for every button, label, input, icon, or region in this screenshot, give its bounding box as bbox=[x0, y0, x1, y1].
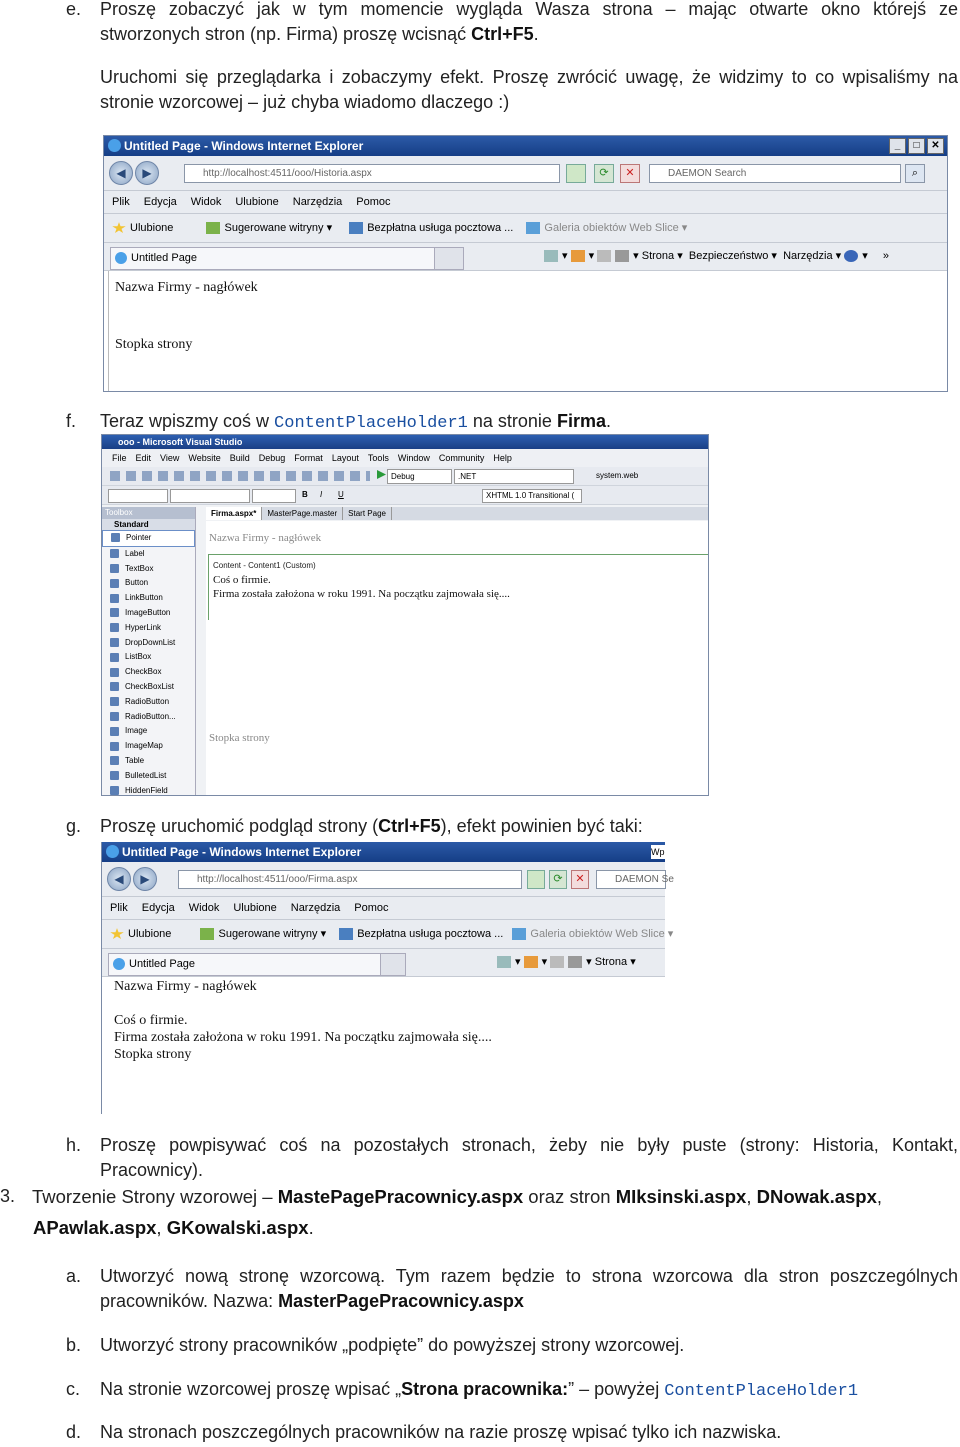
content-region[interactable] bbox=[208, 554, 708, 620]
compat-icon[interactable] bbox=[527, 870, 545, 889]
block-format-select[interactable] bbox=[108, 489, 168, 503]
menu-narzedzia[interactable]: Narzędzia bbox=[290, 902, 341, 914]
tab-bar bbox=[102, 949, 665, 977]
toolbox-item[interactable]: RadioButton... bbox=[102, 710, 195, 725]
pointer-icon bbox=[111, 533, 120, 542]
vs-format-toolbar bbox=[102, 486, 708, 505]
feeds-icon[interactable] bbox=[571, 250, 585, 262]
page-icon bbox=[113, 958, 125, 970]
menu-ulubione[interactable]: Ulubione bbox=[233, 902, 277, 914]
italic-button[interactable]: I bbox=[320, 490, 323, 499]
web-slice-gallery-link[interactable]: Galeria obiektów Web Slice ▾ bbox=[530, 928, 674, 940]
tab-masterpage-master[interactable]: MasterPage.master bbox=[262, 507, 343, 520]
button-icon bbox=[110, 579, 119, 588]
item-label-b: b. bbox=[66, 1335, 82, 1355]
table-icon bbox=[110, 756, 119, 765]
stop-icon[interactable]: ✕ bbox=[571, 870, 589, 889]
item-label-d: d. bbox=[66, 1422, 82, 1442]
checkboxlist-icon bbox=[110, 682, 119, 691]
dropdownlist-icon bbox=[110, 638, 119, 647]
favorites-button[interactable]: Ulubione bbox=[128, 928, 172, 940]
menu-widok[interactable]: Widok bbox=[190, 196, 222, 208]
textbox-icon bbox=[110, 564, 119, 573]
refresh-icon[interactable]: ⟳ bbox=[549, 870, 567, 889]
toolbox-item[interactable]: Label bbox=[102, 547, 195, 562]
vs-menu-debug[interactable]: Debug bbox=[258, 453, 286, 463]
back-icon[interactable]: ◀ bbox=[109, 161, 133, 185]
toolbox-item[interactable]: Image bbox=[102, 724, 195, 739]
search-input[interactable]: DAEMON Se bbox=[596, 870, 666, 889]
listbox-icon bbox=[110, 653, 119, 662]
web-slice-icon bbox=[526, 222, 540, 234]
toolbox-item[interactable]: Button bbox=[102, 576, 195, 591]
hyperlink-icon bbox=[110, 623, 119, 632]
page-line2: Firma została założona w roku 1991. Na początku zajmowała się.... bbox=[114, 1030, 492, 1045]
toolbox-item[interactable]: CheckBoxList bbox=[102, 680, 195, 695]
window-title: Untitled Page - Windows Internet Explorer _ □ ✕ bbox=[104, 136, 947, 156]
item-d-text: Na stronach poszczególnych pracowników na razie proszę wpisać tylko ich nazwiska. bbox=[100, 1422, 782, 1442]
menu-pomoc[interactable]: Pomoc bbox=[354, 902, 389, 914]
vs-menu-website[interactable]: Website bbox=[188, 453, 221, 463]
toolbox-item[interactable]: RadioButton bbox=[102, 695, 195, 710]
item-label-e: e. bbox=[66, 0, 82, 19]
vs-standard-toolbar bbox=[102, 467, 708, 486]
command-bar: ▾ ▾ ▾ Strona ▾ bbox=[497, 955, 636, 969]
refresh-icon[interactable]: ⟳ bbox=[594, 164, 614, 183]
item-label-c: c. bbox=[66, 1379, 81, 1399]
menu-plik[interactable]: Plik bbox=[110, 902, 128, 914]
help-icon[interactable] bbox=[844, 250, 858, 262]
item-e-line2: stworzonych stron (np. Firma) proszę wcisnąć Ctrl+F5. bbox=[100, 24, 539, 44]
favorites-button[interactable]: Ulubione bbox=[130, 222, 174, 234]
item-g-text: Proszę uruchomić podgląd strony (Ctrl+F5), efekt powinien być taki: bbox=[100, 816, 643, 836]
imagebutton-icon bbox=[110, 608, 119, 617]
content-region-label: Content - Content1 (Custom) bbox=[213, 561, 316, 570]
chevron-more-icon[interactable]: » bbox=[882, 250, 889, 262]
ie-icon bbox=[108, 139, 121, 152]
vs-menu-file[interactable]: File bbox=[112, 453, 127, 463]
item-a-line2: pracowników. Nazwa: MasterPagePracownicy.aspx bbox=[100, 1291, 524, 1311]
underline-button[interactable]: U bbox=[338, 490, 344, 499]
favorites-bar bbox=[102, 920, 674, 949]
radiobutton-icon bbox=[110, 697, 119, 706]
tab-bar bbox=[104, 243, 947, 271]
search-input[interactable]: DAEMON Search bbox=[649, 164, 901, 183]
item-c-text: Na stronie wzorcowej proszę wpisać „Strona pracownika:” – powyżej ContentPlaceHolder1 bbox=[100, 1379, 859, 1401]
free-mail-link[interactable]: Bezpłatna usługa pocztowa ... bbox=[367, 222, 514, 234]
target-text: system.web bbox=[596, 471, 639, 480]
suggested-sites-link[interactable]: Sugerowane witryny ▾ bbox=[218, 928, 327, 940]
address-bar bbox=[102, 862, 674, 897]
item-label-f: f. bbox=[66, 411, 77, 431]
menu-bar bbox=[104, 191, 947, 214]
page-content bbox=[108, 271, 947, 391]
vs-title-bar: ooo - Microsoft Visual Studio bbox=[102, 435, 708, 449]
url-input[interactable]: http://localhost:4511/ooo/Historia.aspx bbox=[184, 164, 560, 183]
vs-menu-window[interactable]: Window bbox=[397, 453, 430, 463]
toolbox-item[interactable]: ImageButton bbox=[102, 606, 195, 621]
section-3-heading-line2: APawlak.aspx, GKowalski.aspx. bbox=[33, 1217, 314, 1238]
address-bar bbox=[104, 156, 947, 191]
content-line2: Firma została założona w roku 1991. Na początku zajmowała się.... bbox=[213, 588, 510, 600]
menu-widok[interactable]: Widok bbox=[188, 902, 220, 914]
item-a-line1: Utworzyć nową stronę wzorcową. Tym razem będzie to strona wzorcowa dla stron poszczególnych bbox=[100, 1266, 958, 1286]
new-tab-button[interactable] bbox=[434, 247, 464, 270]
item-e-line1: Proszę zobaczyć jak w tym momencie wygląda Wasza strona – mając otwarte okno którejś ze bbox=[100, 0, 958, 19]
toolbox-category-standard[interactable]: Standard bbox=[102, 519, 195, 530]
item-label-h: h. bbox=[66, 1135, 82, 1155]
ie-screenshot-historia bbox=[103, 135, 948, 392]
item-label-a: a. bbox=[66, 1266, 82, 1286]
item-e-line4: stronie wzorcowej – już chyba wiadomo dlaczego :) bbox=[100, 92, 510, 112]
toolbox-item[interactable]: HyperLink bbox=[102, 621, 195, 636]
bold-button[interactable]: B bbox=[302, 490, 308, 499]
item-e-line3: Uruchomi się przeglądarka i zobaczymy efekt. Proszę zwrócić uwagę, że widzimy to co wpisaliśmy na bbox=[100, 67, 958, 87]
vs-menu-view[interactable]: View bbox=[160, 453, 180, 463]
toolbox-item[interactable]: HiddenField bbox=[102, 784, 195, 799]
url-input[interactable]: http://localhost:4511/ooo/Firma.aspx bbox=[178, 870, 522, 889]
bulletedlist-icon bbox=[110, 771, 119, 780]
vs-menu-edit[interactable]: Edit bbox=[135, 453, 152, 463]
vs-menu-build[interactable]: Build bbox=[229, 453, 250, 463]
suggested-sites-icon bbox=[206, 222, 220, 234]
favorites-bar bbox=[104, 214, 947, 243]
menu-edycja[interactable]: Edycja bbox=[141, 902, 175, 914]
menu-plik[interactable]: Plik bbox=[112, 196, 130, 208]
checkbox-icon bbox=[110, 668, 119, 677]
item-h-line1: Proszę powpisywać coś na pozostałych stronach, żeby nie były puste (strony: Historia, Kontakt, bbox=[100, 1135, 958, 1155]
design-surface bbox=[206, 521, 708, 795]
forward-icon[interactable]: ▶ bbox=[133, 867, 157, 891]
forward-icon[interactable]: ▶ bbox=[135, 161, 159, 185]
content-line1: Coś o firmie. bbox=[213, 574, 271, 586]
command-bar: ▾ ▾ ▾ Strona ▾ Bezpieczeństwo ▾ Narzędzia ▾ ▾ » bbox=[544, 249, 889, 263]
ie-screenshot-firma bbox=[101, 842, 674, 1114]
search-icon[interactable]: ⌕ bbox=[905, 164, 925, 183]
vs-menu-help[interactable]: Help bbox=[493, 453, 512, 463]
label-icon bbox=[110, 549, 119, 558]
menu-narzedzia-cmd[interactable]: Narzędzia ▾ bbox=[783, 250, 842, 262]
favorites-star-icon bbox=[112, 222, 126, 234]
radiobuttonlist-icon bbox=[110, 712, 119, 721]
linkbutton-icon bbox=[110, 594, 119, 603]
tab-untitled-page[interactable]: Untitled Page bbox=[108, 953, 400, 976]
menu-pomoc[interactable]: Pomoc bbox=[356, 196, 391, 208]
menu-strona[interactable]: Strona ▾ bbox=[594, 956, 636, 968]
item-f-text: Teraz wpiszmy coś w ContentPlaceHolder1 na stronie Firma. bbox=[100, 411, 611, 433]
page-content bbox=[102, 977, 665, 1114]
toolbox-panel bbox=[102, 507, 196, 795]
menu-ulubione[interactable]: Ulubione bbox=[235, 196, 279, 208]
read-mail-icon[interactable] bbox=[550, 956, 564, 968]
web-slice-icon bbox=[512, 928, 526, 940]
print-icon[interactable] bbox=[568, 956, 582, 968]
mail-icon bbox=[339, 928, 353, 940]
doctype-select[interactable]: XHTML 1.0 Transitional ( bbox=[482, 489, 582, 503]
compat-icon[interactable] bbox=[566, 164, 586, 183]
suggested-sites-link[interactable]: Sugerowane witryny ▾ bbox=[224, 222, 333, 234]
item-b-text: Utworzyć strony pracowników „podpięte” do powyższej strony wzorcowej. bbox=[100, 1335, 685, 1355]
toolbox-title: Toolbox bbox=[102, 507, 195, 519]
maximize-icon[interactable]: □ bbox=[908, 138, 925, 154]
item-label-g: g. bbox=[66, 816, 82, 836]
hiddenfield-icon bbox=[110, 786, 119, 795]
item-h-line2: Pracownicy). bbox=[100, 1160, 204, 1180]
section-3-heading: Tworzenie Strony wzorowej – MastePagePracownicy.aspx oraz stron MIksinski.aspx, DNowak.aspx, bbox=[32, 1186, 883, 1207]
toolbox-item[interactable]: LinkButton bbox=[102, 591, 195, 606]
read-mail-icon[interactable] bbox=[597, 250, 611, 262]
vs-screenshot-firma bbox=[101, 434, 709, 796]
menu-bar bbox=[102, 897, 665, 920]
toolbox-item[interactable]: ImageMap bbox=[102, 739, 195, 754]
master-footer-text: Stopka strony bbox=[209, 732, 270, 744]
page-header-text: Nazwa Firmy - nagłówek bbox=[114, 979, 257, 994]
suggested-sites-icon bbox=[200, 928, 214, 940]
config-select[interactable]: Debug bbox=[387, 469, 452, 484]
vs-menu-community[interactable]: Community bbox=[438, 453, 485, 463]
vs-menu-layout[interactable]: Layout bbox=[331, 453, 359, 463]
menu-strona[interactable]: Strona ▾ bbox=[641, 250, 683, 262]
document-tabs bbox=[206, 507, 708, 520]
free-mail-link[interactable]: Bezpłatna usługa pocztowa ... bbox=[357, 928, 504, 940]
vs-menu-tools[interactable]: Tools bbox=[367, 453, 389, 463]
web-slice-gallery-link[interactable]: Galeria obiektów Web Slice ▾ bbox=[544, 222, 688, 234]
master-header-text: Nazwa Firmy - nagłówek bbox=[209, 532, 322, 544]
ie-icon bbox=[106, 845, 119, 858]
platform-select[interactable]: .NET bbox=[454, 469, 574, 484]
section-3-number: 3. bbox=[0, 1186, 16, 1206]
window-title: Untitled Page - Windows Internet Explorer Wp bbox=[102, 842, 665, 862]
toolbox-item[interactable]: DropDownList bbox=[102, 636, 195, 651]
toolbar-icons bbox=[110, 471, 370, 481]
stop-icon[interactable]: ✕ bbox=[620, 164, 640, 183]
close-icon[interactable]: ✕ bbox=[927, 138, 944, 154]
home-icon[interactable] bbox=[544, 250, 558, 262]
menu-narzedzia[interactable]: Narzędzia bbox=[292, 196, 343, 208]
vs-menu-format[interactable]: Format bbox=[294, 453, 323, 463]
page-line1: Coś o firmie. bbox=[114, 1013, 188, 1028]
tab-start-page[interactable]: Start Page bbox=[343, 507, 392, 520]
toolbox-item[interactable]: Pointer bbox=[102, 530, 195, 547]
window-buttons bbox=[889, 138, 944, 154]
font-name-select[interactable] bbox=[170, 489, 250, 503]
minimize-icon[interactable]: _ bbox=[889, 138, 906, 154]
font-size-select[interactable] bbox=[252, 489, 296, 503]
toolbox-item[interactable]: CheckBox bbox=[102, 665, 195, 680]
toolbox-item[interactable]: ListBox bbox=[102, 650, 195, 665]
toolbox-item[interactable]: Table bbox=[102, 754, 195, 769]
vs-menu-bar bbox=[102, 449, 708, 467]
page-footer-text: Stopka strony bbox=[114, 1047, 192, 1062]
tab-untitled-page[interactable]: Untitled Page bbox=[110, 247, 454, 270]
page-icon bbox=[115, 252, 127, 264]
toolbox-item[interactable]: BulletedList bbox=[102, 769, 195, 784]
home-icon[interactable] bbox=[497, 956, 511, 968]
window-title-overflow: Wp bbox=[651, 847, 665, 857]
page-footer-text: Stopka strony bbox=[115, 337, 193, 352]
menu-bezpieczenstwo[interactable]: Bezpieczeństwo ▾ bbox=[688, 250, 777, 262]
tab-firma-aspx[interactable]: Firma.aspx* bbox=[206, 507, 262, 520]
page-header-text: Nazwa Firmy - nagłówek bbox=[115, 280, 258, 295]
menu-edycja[interactable]: Edycja bbox=[143, 196, 177, 208]
start-debug-icon[interactable] bbox=[377, 470, 386, 479]
feeds-icon[interactable] bbox=[524, 956, 538, 968]
new-tab-button[interactable] bbox=[380, 953, 406, 976]
print-icon[interactable] bbox=[615, 250, 629, 262]
mail-icon bbox=[349, 222, 363, 234]
image-icon bbox=[110, 727, 119, 736]
back-icon[interactable]: ◀ bbox=[107, 867, 131, 891]
favorites-star-icon bbox=[110, 928, 124, 940]
imagemap-icon bbox=[110, 742, 119, 751]
toolbox-item[interactable]: TextBox bbox=[102, 562, 195, 577]
